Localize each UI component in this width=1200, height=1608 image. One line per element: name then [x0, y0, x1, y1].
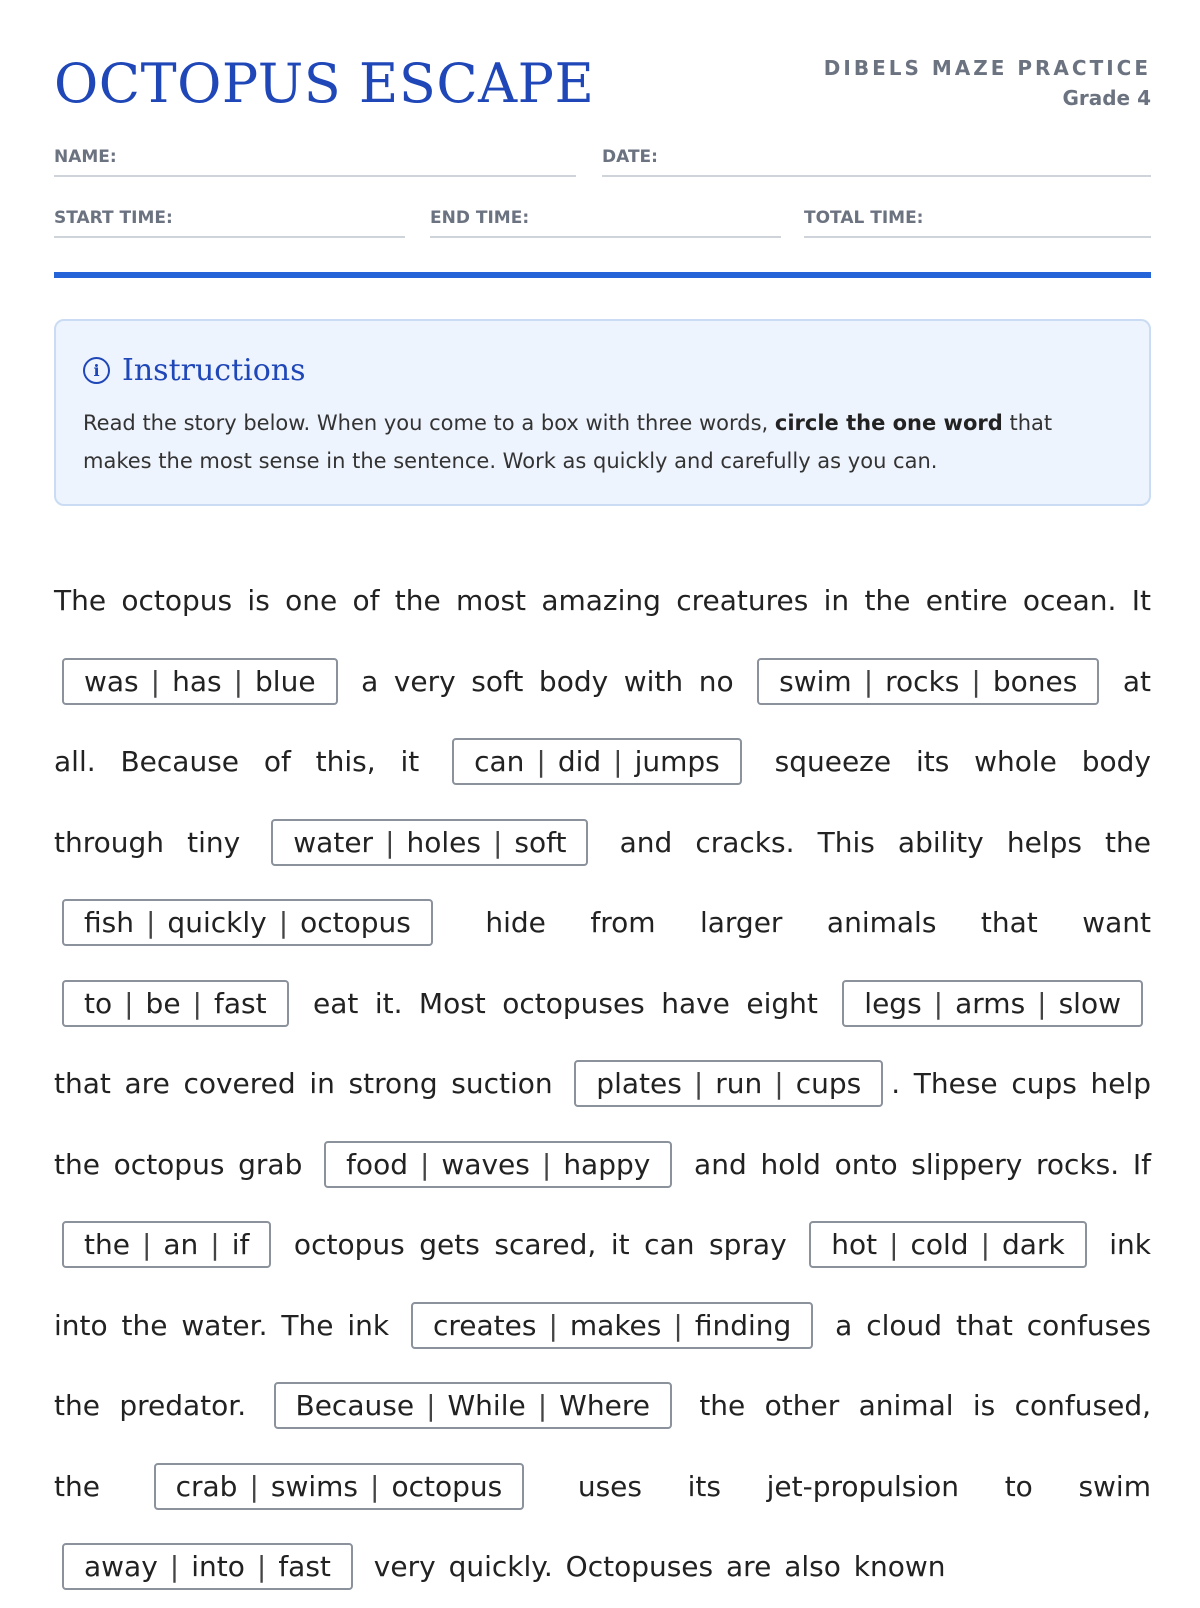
maze-choice-box: [809, 1221, 1086, 1268]
instructions-header: [83, 353, 1122, 388]
maze-choice-option[interactable]: to: [84, 986, 113, 1020]
date-field[interactable]: [602, 147, 1151, 177]
story-passage: [54, 561, 1151, 1608]
story-text: a cloud that confuses the predator.: [54, 1308, 1151, 1422]
choice-separator: |: [492, 825, 503, 859]
choice-separator: |: [673, 1308, 683, 1342]
choice-separator: |: [124, 986, 134, 1020]
instructions-text-part1: Read the story below. When you come to a box with three words,: [83, 411, 775, 435]
instructions-text: [83, 404, 1122, 480]
story-text: the other animal is confused, the: [54, 1389, 1151, 1503]
instructions-title: Instructions: [122, 353, 306, 388]
choice-separator: |: [150, 664, 161, 698]
maze-choice-option[interactable]: waves: [441, 1147, 530, 1181]
total-time-field[interactable]: [804, 208, 1151, 238]
choice-separator: |: [1037, 986, 1047, 1020]
maze-choice-box: [842, 980, 1143, 1027]
start-time-field[interactable]: [54, 208, 405, 238]
maze-choice-option[interactable]: holes: [406, 825, 481, 859]
choice-separator: |: [169, 1550, 180, 1583]
maze-choice-box: [411, 1302, 813, 1349]
choice-separator: |: [889, 1228, 899, 1261]
maze-choice-option[interactable]: jumps: [634, 745, 720, 778]
choice-separator: |: [548, 1308, 558, 1342]
maze-choice-box: [62, 899, 433, 946]
maze-choice-option[interactable]: octopus: [391, 1469, 503, 1503]
story-text: and hold onto slippery rocks. If: [680, 1147, 1151, 1181]
maze-choice-option[interactable]: dark: [1002, 1228, 1065, 1261]
maze-choice-box: [154, 1463, 525, 1510]
choice-separator: |: [971, 664, 981, 698]
choice-separator: |: [233, 664, 244, 698]
maze-choice-option[interactable]: did: [557, 745, 602, 778]
maze-choice-option[interactable]: if: [231, 1228, 250, 1261]
choice-separator: |: [537, 1389, 548, 1422]
maze-choice-option[interactable]: Where: [559, 1389, 650, 1422]
end-time-label: END TIME:: [430, 208, 530, 228]
instructions-text-part2: that makes the most sense in the sentence. Work as quickly and carefully as you can.: [83, 411, 1053, 473]
story-text: hide from larger animals that want: [440, 906, 1151, 939]
maze-choice-box: [62, 1543, 353, 1590]
maze-choice-option[interactable]: bones: [992, 664, 1078, 698]
maze-choice-option[interactable]: makes: [569, 1308, 662, 1342]
choice-separator: |: [210, 1228, 220, 1261]
maze-choice-option[interactable]: can: [474, 745, 525, 778]
maze-choice-box: [271, 819, 588, 866]
story-text: ink into the water. The ink: [54, 1228, 1151, 1342]
maze-choice-option[interactable]: hot: [831, 1228, 878, 1261]
maze-choice-box: [757, 658, 1099, 705]
start-time-label: START TIME:: [54, 208, 173, 228]
story-text: uses its jet-propulsion to swim: [532, 1469, 1151, 1503]
choice-separator: |: [278, 906, 289, 939]
story-text: that are covered in strong suction: [54, 1067, 567, 1100]
name-label: NAME:: [54, 147, 117, 167]
maze-choice-option[interactable]: was: [84, 664, 139, 698]
maze-choice-option[interactable]: the: [84, 1228, 130, 1261]
choice-separator: |: [613, 745, 623, 778]
choice-separator: |: [419, 1147, 430, 1181]
header-divider: [54, 272, 1151, 278]
maze-choice-option[interactable]: crab: [175, 1469, 238, 1503]
grade-label: Grade 4: [1062, 86, 1151, 110]
end-time-field[interactable]: [430, 208, 781, 238]
maze-choice-option[interactable]: away: [84, 1550, 158, 1583]
choice-separator: |: [426, 1389, 436, 1422]
maze-choice-option[interactable]: has: [172, 664, 222, 698]
maze-choice-option[interactable]: soft: [514, 825, 567, 859]
story-text: very quickly. Octopuses are also known: [360, 1550, 946, 1583]
story-text: squeeze its whole body through tiny: [54, 745, 1151, 859]
maze-choice-option[interactable]: quickly: [167, 906, 267, 939]
choice-separator: |: [933, 986, 944, 1020]
maze-choice-option[interactable]: an: [163, 1228, 199, 1261]
maze-choice-option[interactable]: fish: [84, 906, 134, 939]
maze-choice-box: [574, 1060, 883, 1107]
date-label: DATE:: [602, 147, 658, 167]
choice-separator: |: [980, 1228, 991, 1261]
maze-choice-option[interactable]: arms: [955, 986, 1026, 1020]
story-text: octopus gets scared, it can spray: [279, 1228, 802, 1261]
story-text: eat it. Most octopuses have eight: [296, 986, 835, 1020]
choice-separator: |: [192, 986, 202, 1020]
total-time-label: TOTAL TIME:: [804, 208, 924, 228]
choice-separator: |: [541, 1147, 552, 1181]
choice-separator: |: [693, 1067, 704, 1100]
maze-choice-box: [62, 980, 289, 1027]
maze-choice-box: [324, 1141, 672, 1188]
maze-choice-option[interactable]: swims: [270, 1469, 359, 1503]
story-text: The octopus is one of the most amazing creatures in the entire ocean. It: [54, 584, 1151, 617]
name-field[interactable]: [54, 147, 576, 177]
maze-choice-option[interactable]: plates: [596, 1067, 682, 1100]
page-title: OCTOPUS ESCAPE: [54, 52, 595, 115]
maze-choice-box: [62, 658, 338, 705]
story-text: at all. Because of this, it: [54, 664, 1151, 778]
maze-choice-option[interactable]: rocks: [885, 664, 960, 698]
maze-choice-option[interactable]: be: [145, 986, 181, 1020]
maze-choice-option[interactable]: octopus: [300, 906, 411, 939]
instructions-emphasis: circle the one word: [774, 411, 1003, 435]
maze-choice-option[interactable]: into: [191, 1550, 245, 1583]
info-icon: i: [83, 357, 110, 384]
worksheet-meta: [824, 56, 1151, 110]
choice-separator: |: [145, 906, 156, 939]
choice-separator: |: [774, 1067, 784, 1100]
instructions-box: [54, 319, 1151, 506]
maze-choice-box: [274, 1382, 672, 1429]
maze-choice-option[interactable]: fast: [213, 986, 267, 1020]
story-text: . These cups help the octopus grab: [54, 1067, 1151, 1181]
maze-choice-option[interactable]: blue: [255, 664, 316, 698]
maze-choice-option[interactable]: slow: [1058, 986, 1121, 1020]
maze-choice-option[interactable]: fast: [278, 1550, 331, 1583]
choice-separator: |: [385, 825, 395, 859]
maze-choice-option[interactable]: Because: [295, 1389, 415, 1422]
maze-choice-option[interactable]: legs: [864, 986, 922, 1020]
maze-choice-option[interactable]: While: [447, 1389, 526, 1422]
maze-choice-option[interactable]: water: [293, 825, 374, 859]
story-text: and cracks. This ability helps the: [596, 825, 1151, 859]
maze-choice-box: [452, 738, 742, 785]
maze-choice-option[interactable]: happy: [563, 1147, 651, 1181]
maze-choice-box: [62, 1221, 271, 1268]
maze-choice-option[interactable]: food: [346, 1147, 408, 1181]
choice-separator: |: [256, 1550, 267, 1583]
maze-choice-option[interactable]: cold: [910, 1228, 969, 1261]
maze-choice-option[interactable]: finding: [694, 1308, 792, 1342]
maze-choice-option[interactable]: swim: [779, 664, 852, 698]
story-text: a very soft body with no: [345, 664, 750, 698]
choice-separator: |: [863, 664, 874, 698]
worksheet-subtitle: DIBELS MAZE PRACTICE: [823, 56, 1151, 80]
choice-separator: |: [536, 745, 546, 778]
choice-separator: |: [141, 1228, 152, 1261]
maze-choice-option[interactable]: run: [715, 1067, 763, 1100]
choice-separator: |: [249, 1469, 259, 1503]
maze-choice-option[interactable]: cups: [795, 1067, 862, 1100]
maze-choice-option[interactable]: creates: [433, 1308, 537, 1342]
choice-separator: |: [370, 1469, 380, 1503]
